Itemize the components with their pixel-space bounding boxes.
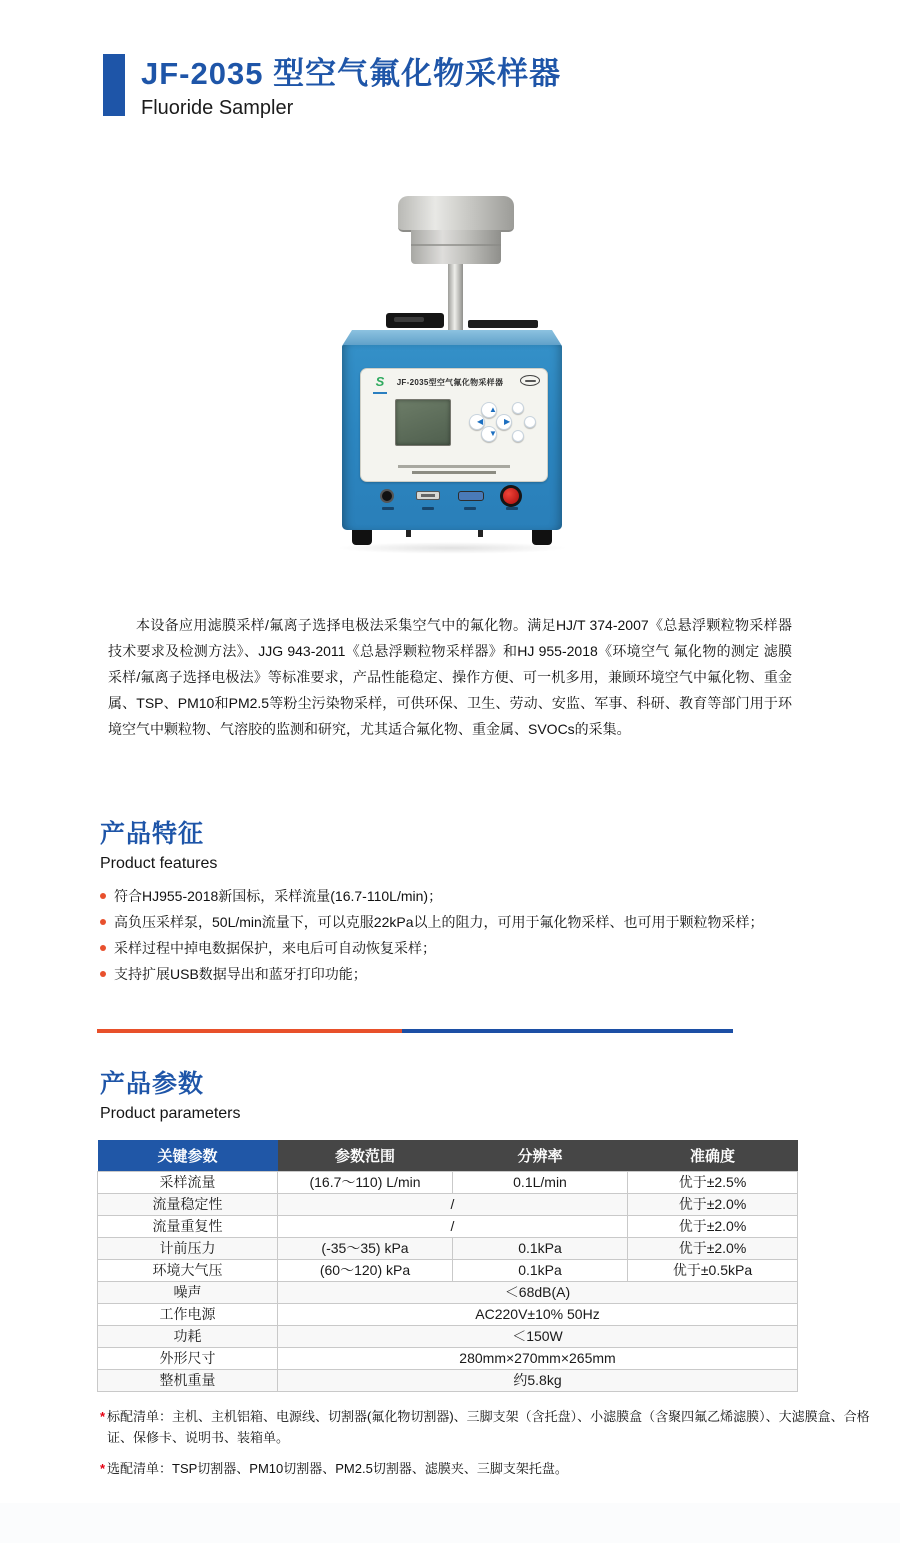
feature-item — [100, 884, 790, 908]
param-name: 功耗 — [98, 1325, 278, 1347]
param-accuracy: 优于±2.0% — [628, 1215, 798, 1237]
port-label — [382, 507, 394, 510]
param-name: 流量稳定性 — [98, 1193, 278, 1215]
page-title: JF-2035 型空气氟化物采样器 — [141, 56, 562, 91]
keypad-right-button — [496, 414, 512, 430]
param-range: / — [278, 1193, 628, 1215]
features-heading-en: Product features — [100, 855, 218, 872]
power-button — [500, 485, 522, 507]
table-row — [98, 1171, 798, 1193]
product-image — [330, 185, 570, 565]
param-range: (60～120) kPa — [278, 1259, 453, 1281]
table-row — [98, 1193, 798, 1215]
column-header: 参数范围 — [278, 1140, 453, 1171]
temperature-port — [382, 491, 392, 501]
param-value: 280mm×270mm×265mm — [278, 1347, 798, 1369]
feature-text: 采样过程中掉电数据保护，来电后可自动恢复采样； — [114, 940, 436, 956]
usb-port — [416, 491, 440, 500]
arrow-left-icon: ◀ — [477, 417, 484, 426]
sampler-head-body — [411, 230, 501, 264]
serial-port — [458, 491, 484, 501]
table-row — [98, 1369, 798, 1391]
device-foot — [478, 530, 483, 537]
feature-text: 支持扩展USB数据导出和蓝牙打印功能； — [114, 966, 367, 982]
table-row — [98, 1303, 798, 1325]
bullet-icon — [100, 971, 106, 977]
param-name: 计前压力 — [98, 1237, 278, 1259]
brand-logo-icon: S — [371, 374, 389, 394]
param-accuracy: 优于±2.0% — [628, 1237, 798, 1259]
table-row — [98, 1325, 798, 1347]
param-range: / — [278, 1215, 628, 1237]
asterisk-mark: * — [100, 1461, 106, 1476]
device-top-surface — [342, 330, 562, 346]
param-name: 环境大气压 — [98, 1259, 278, 1281]
function-button-2 — [524, 416, 536, 428]
table-header-row — [98, 1140, 798, 1171]
param-name: 工作电源 — [98, 1303, 278, 1325]
param-name: 噪声 — [98, 1281, 278, 1303]
param-name: 整机重量 — [98, 1369, 278, 1391]
param-value: ＜150W — [278, 1325, 798, 1347]
function-button-1 — [512, 402, 524, 414]
param-accuracy: 优于±2.0% — [628, 1193, 798, 1215]
page-header — [103, 54, 561, 121]
page-subtitle: Fluoride Sampler — [141, 97, 294, 119]
bullet-icon — [100, 919, 106, 925]
product-description: 本设备应用滤膜采样/氟离子选择电极法采集空气中的氟化物。满足HJ/T 374-2007《总悬浮颗粒物采样器技术要求及检测方法》、JJG 943-2011《总悬浮颗粒物采样器》和HJ 955-2018《环境空气 氟化物的测定 滤膜采样/氟离子选择电极法》等标准要求，产品性能稳定、操作方便、可一机多用，兼顾环境空气中氟化物、重金属、TSP、PM10和PM2.5等粉尘污染物采样，可供环保、卫生、劳动、安监、军事、科研、教育等部门用于环境空气中颗粒物、气溶胶的监测和研究，尤其适合氟化物、重金属、SVOCs的采集。 — [108, 617, 792, 737]
features-list — [100, 884, 790, 988]
function-button-3 — [512, 430, 524, 442]
divider-orange-segment — [97, 1029, 402, 1033]
parameters-section-header — [100, 1064, 241, 1123]
param-name: 采样流量 — [98, 1171, 278, 1193]
feature-text: 符合HJ955-2018新国标，采样流量(16.7-110L/min)； — [114, 888, 443, 904]
param-value: ＜68dB(A) — [278, 1281, 798, 1303]
port-label — [422, 507, 434, 510]
port-label — [464, 507, 476, 510]
optional-accessories-note — [100, 1458, 878, 1479]
table-row — [98, 1259, 798, 1281]
column-header: 准确度 — [628, 1140, 798, 1171]
top-clamp — [386, 313, 444, 328]
device-foot — [532, 530, 552, 545]
param-accuracy: 优于±0.5kPa — [628, 1259, 798, 1281]
bullet-icon — [100, 893, 106, 899]
param-accuracy: 优于±2.5% — [628, 1171, 798, 1193]
feature-item — [100, 962, 790, 986]
sampler-head-cap — [398, 196, 514, 232]
param-name: 流量重复性 — [98, 1215, 278, 1237]
keypad-up-button — [481, 402, 497, 418]
device-foot — [352, 530, 372, 545]
arrow-right-icon: ▶ — [504, 417, 511, 426]
note-text: 标配清单：主机、主机铝箱、电源线、切割器(氟化物切割器)、三脚支架（含托盘）、小滤膜盒（含聚四氟乙烯滤膜）、大滤膜盒、合格证、保修卡、说明书、装箱单。 — [107, 1409, 870, 1445]
bullet-icon — [100, 945, 106, 951]
feature-text: 高负压采样泵，50L/min流量下，可以克服22kPa以上的阻力，可用于氟化物采样、也可用于颗粒物采样； — [114, 914, 764, 930]
features-section-header — [100, 814, 217, 873]
parameters-table — [97, 1140, 798, 1392]
param-range: (16.7～110) L/min — [278, 1171, 453, 1193]
arrow-up-icon: ▲ — [489, 405, 497, 414]
param-resolution: 0.1L/min — [453, 1171, 628, 1193]
column-header: 关键参数 — [98, 1140, 278, 1171]
top-handle — [468, 320, 538, 328]
param-value: 约5.8kg — [278, 1369, 798, 1391]
feature-item — [100, 910, 790, 934]
param-range: (-35～35) kPa — [278, 1237, 453, 1259]
table-row — [98, 1237, 798, 1259]
param-resolution: 0.1kPa — [453, 1237, 628, 1259]
panel-hotline-text — [398, 465, 510, 468]
table-row — [98, 1281, 798, 1303]
param-name: 外形尺寸 — [98, 1347, 278, 1369]
param-value: AC220V±10% 50Hz — [278, 1303, 798, 1325]
param-resolution: 0.1kPa — [453, 1259, 628, 1281]
lcd-screen — [395, 399, 451, 446]
column-header: 分辨率 — [453, 1140, 628, 1171]
device-shadow — [336, 542, 568, 554]
features-heading-cn: 产品特征 — [100, 820, 205, 848]
table-row — [98, 1347, 798, 1369]
sampler-inlet-tube — [448, 264, 463, 334]
footer-band — [0, 1503, 900, 1543]
device-front-panel — [360, 368, 548, 482]
device-foot — [406, 530, 411, 537]
asterisk-mark: * — [100, 1409, 106, 1424]
standard-accessories-note — [100, 1406, 878, 1448]
panel-company-text — [412, 471, 496, 474]
table-row — [98, 1215, 798, 1237]
title-accent-bar — [103, 54, 125, 116]
note-text: 选配清单：TSP切割器、PM10切割器、PM2.5切割器、滤膜夹、三脚支架托盘。 — [107, 1461, 568, 1476]
parameters-heading-cn: 产品参数 — [100, 1070, 205, 1098]
section-divider — [97, 1029, 733, 1033]
panel-title: JF-2035型空气氟化物采样器 — [396, 378, 504, 387]
divider-blue-segment — [402, 1029, 733, 1033]
keypad-down-button — [481, 426, 497, 442]
port-label — [506, 507, 518, 510]
parameters-heading-en: Product parameters — [100, 1105, 241, 1122]
certification-badge-icon — [520, 375, 540, 386]
feature-item — [100, 936, 790, 960]
arrow-down-icon: ▼ — [489, 429, 497, 438]
